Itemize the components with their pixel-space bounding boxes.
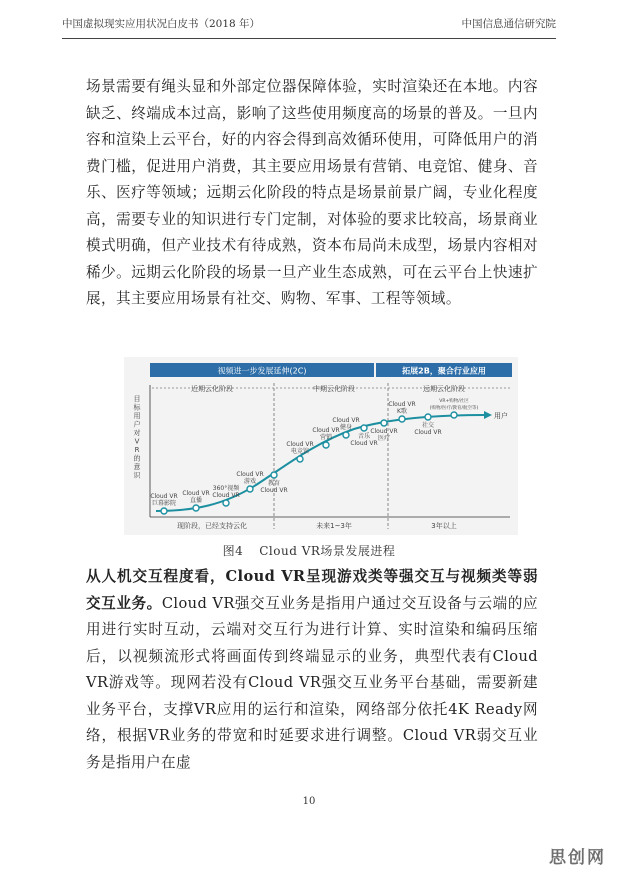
scenario-point-label: Cloud VR <box>350 440 378 447</box>
scenario-point-label: Cloud VR <box>312 427 340 434</box>
scenario-point-marker <box>193 505 199 511</box>
scenario-point-label: 医疗 <box>377 435 391 442</box>
scenario-point-label: K歌 <box>397 408 407 415</box>
y-axis-label-char: V <box>134 437 140 446</box>
site-watermark: 思创网 <box>549 848 606 868</box>
timeline-3plus: 3年以上 <box>431 522 457 530</box>
phase-far: 远期云化阶段 <box>423 385 465 393</box>
y-axis-label-char: 户 <box>133 420 141 429</box>
header-left-title: 中国虚拟现实应用状况白皮书（2018 年） <box>62 18 261 30</box>
scenario-point-marker <box>323 442 329 448</box>
scenario-point-label: Cloud VR <box>414 429 442 436</box>
scenario-point-label: Cloud VR <box>260 487 288 494</box>
caption-number: 图4 <box>222 544 244 558</box>
scenario-point-label: VR+购物/社区 <box>439 399 469 404</box>
para2-rest: Cloud VR强交互业务是指用户通过交互设备与云端的应用进行实时互动，云端对交互行为进行计算、实时渲染和编码压缩后，以视频流形式将画面传到终端显示的业务，典型代表有Cloud VR游戏等。现网若没有Cloud VR强交互业务平台基础，需要新建业务平台，支撑VR应用的运行和渲染，网络部分依托4K Ready网络，根据VR业务的带宽和时延要求进行调整。Cloud VR弱交互业务是指用户在虚 <box>86 594 538 771</box>
curve-arrow <box>484 411 492 419</box>
user-label: 用户 <box>494 412 508 420</box>
scenario-point-label: 教育 <box>267 480 281 487</box>
y-axis-label-char: 的 <box>133 454 141 463</box>
scenario-point-label: Cloud VR <box>182 490 210 497</box>
y-axis-label-char: 意 <box>133 463 141 471</box>
header-right-org: 中国信息通信研究院 <box>461 18 556 30</box>
scenario-points <box>150 397 478 514</box>
scenario-point-label: Cloud VR <box>286 441 314 448</box>
scenario-point-marker <box>381 420 387 426</box>
scenario-point-marker <box>271 472 277 478</box>
body-paragraph-1: 场景需要有绳头显和外部定位器保障体验，实时渲染还在本地。内容缺乏、终端成本过高，影响了这些使用频度高的场景的普及。一旦内容和渲染上云平台，好的内容会得到高效循环使用，可降低用户的消费门槛，促进用户消费，其主要应用场景有营销、电竞馆、健身、音乐、医疗等领域；远期云化阶段的特点是场景前景广阔，专业化程度高，需要专业的知识进行专门定制，对体验的要求比较高，场景商业模式明确，但产业技术有待成熟，资本布局尚未成型，场景内容相对稀少。远期云化阶段的场景一旦产业生态成熟，可在云平台上快速扩展，其主要应用场景有社交、购物、军事、工程等领域。 <box>86 78 538 307</box>
scenario-point-marker <box>161 508 167 514</box>
y-axis-label <box>134 395 142 480</box>
scenario-point-marker <box>361 425 367 431</box>
scenario-point-marker <box>425 414 431 420</box>
roadmap-diagram <box>124 357 518 535</box>
page-number: 10 <box>302 796 316 807</box>
scenario-point-marker <box>297 456 303 462</box>
scenario-point-label: 音乐 <box>357 433 371 440</box>
page-header <box>62 12 556 39</box>
scenario-point-label: Cloud VR <box>236 471 264 478</box>
scenario-point-label: 360°视频 <box>212 485 240 492</box>
scenario-point-label: Cloud VR <box>212 492 240 499</box>
caption-text: Cloud VR场景发展进程 <box>259 544 396 558</box>
scenario-point-label: Cloud VR <box>150 493 178 500</box>
y-axis-label-char: R <box>134 446 140 454</box>
y-axis-label-char: 识 <box>133 471 141 480</box>
scenario-point-label: Cloud VR <box>332 417 360 424</box>
banner-right-text: 拓展2B，聚合行业应用 <box>402 366 486 376</box>
scenario-point-label: 社交 <box>421 422 435 429</box>
phase-near: 近期云化阶段 <box>191 385 233 393</box>
scenario-point-label: 直播 <box>189 497 203 504</box>
figure-cloud-vr-roadmap <box>124 357 518 535</box>
y-axis-label-char: 用 <box>133 412 141 420</box>
phase-mid: 中期云化阶段 <box>313 385 355 393</box>
scenario-point-marker <box>343 432 349 438</box>
scenario-point-label: 营销 <box>319 434 333 441</box>
scenario-point-marker <box>451 412 457 418</box>
scenario-point-marker <box>399 416 405 422</box>
y-axis-label-char: 目 <box>133 395 141 403</box>
figure-caption <box>0 542 618 559</box>
y-axis-label-char: 对 <box>133 429 141 437</box>
scenario-point-marker <box>223 500 229 506</box>
scenario-point-label: 巨幕影院 <box>151 500 177 507</box>
scenario-point-label: 健身 <box>339 424 353 431</box>
banner-left-text: 视频进一步发展延伸(2C) <box>217 366 307 376</box>
timeline-1-3: 未来1~3年 <box>316 522 352 530</box>
scenario-point-label: 游戏 <box>243 478 257 485</box>
scenario-point-label: Cloud VR <box>388 401 416 408</box>
y-axis-label-char: 标 <box>133 403 141 412</box>
timeline-now: 现阶段，已经支持云化 <box>177 522 247 530</box>
scenario-point-marker <box>247 486 253 492</box>
scenario-point-label: (购物/医疗/教育/航空等) <box>429 406 479 411</box>
body-paragraph-2 <box>86 564 538 776</box>
para2-bold-lead: 从人机交互程度看，Cloud VR呈现游戏类等强交互与视频类等弱交互业务。 <box>86 568 538 612</box>
scenario-point-label: Cloud VR <box>370 428 398 435</box>
scenario-point-label: 电竞馆 <box>290 448 310 455</box>
